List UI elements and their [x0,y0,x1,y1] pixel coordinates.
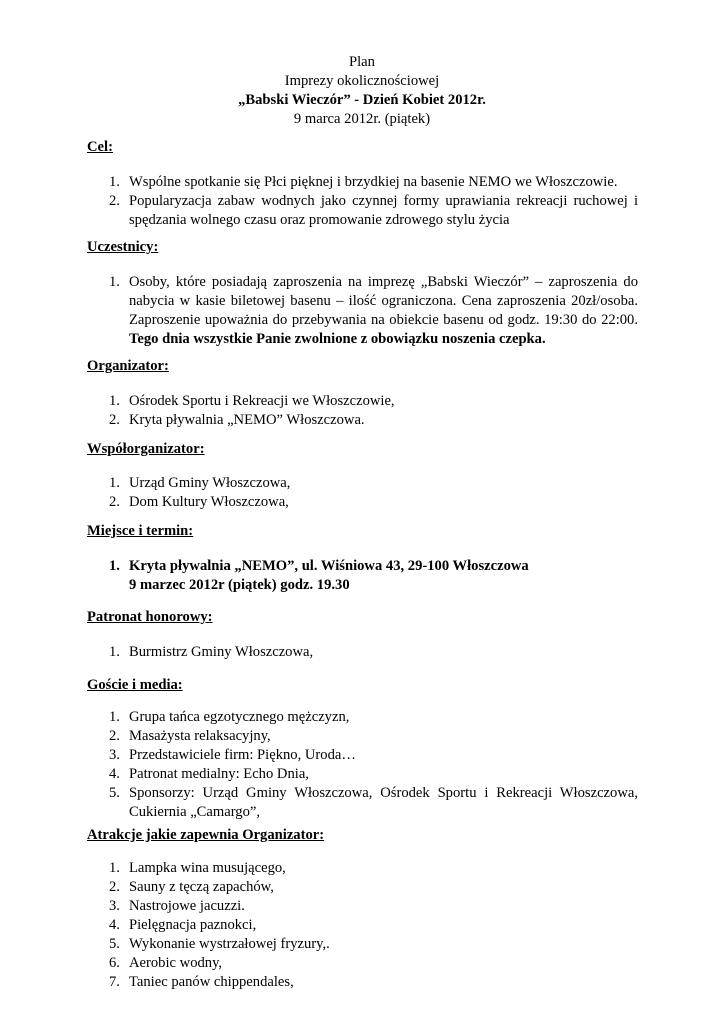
item-text: Lampka wina musującego, [129,860,286,876]
item-date: 9 marzec 2012r (piątek) godz. 19.30 [129,577,350,593]
item-text: Patronat medialny: Echo Dnia, [129,766,309,782]
item-number: 1. [109,709,120,725]
item-number: 2. [109,193,120,209]
item-text: Ośrodek Sportu i Rekreacji we Włoszczowie, [129,393,395,409]
header-event-date: 9 marca 2012r. (piątek) [293,111,431,127]
item-text: Taniec panów chippendales, [129,974,294,990]
heading-wspolorganizator: Współorganizator: [87,441,205,457]
heading-atrakcje: Atrakcje jakie zapewnia Organizator: [87,827,325,843]
item-text: Sponsorzy: Urząd Gminy Włoszczowa, Ośrodek Sportu i Rekreacji Włoszczowa, Cukiernia „Camargo”, [129,785,638,820]
list-item [87,973,638,992]
heading-miejsce: Miejsce i termin: [87,523,194,539]
item-text: Masażysta relaksacyjny, [129,728,271,744]
header-event-type: Imprezy okolicznościowej [284,73,440,89]
item-number: 1. [109,644,120,660]
list-item [87,897,638,916]
heading-organizator: Organizator: [87,358,169,374]
heading-goscie: Goście i media: [87,677,183,693]
list-cel [87,173,638,230]
item-text: Popularyzacja zabaw wodnych jako czynnej formy uprawiania rekreacji ruchowej i spędzania wolnego czasu oraz promowanie zdrowego stylu życia [129,193,638,228]
heading-uczestnicy: Uczestnicy: [87,239,159,255]
item-text: Burmistrz Gminy Włoszczowa, [129,644,314,660]
list-item [87,192,638,230]
list-item [87,784,638,822]
item-number: 3. [109,898,120,914]
list-item [87,392,638,411]
item-number: 5. [109,785,120,801]
item-location: Kryta pływalnia „NEMO”, ul. Wiśniowa 43, 29-100 Włoszczowa [129,558,529,574]
item-text: Sauny z tęczą zapachów, [129,879,274,895]
item-text: Urząd Gminy Włoszczowa, [129,475,291,491]
list-organizator [87,392,638,430]
item-number: 1. [109,174,120,190]
list-item [87,916,638,935]
item-number: 3. [109,747,120,763]
list-item [87,746,638,765]
item-number: 4. [109,766,120,782]
list-uczestnicy [87,273,638,349]
list-item [87,859,638,878]
item-number: 4. [109,917,120,933]
item-number: 5. [109,936,120,952]
item-number: 1. [109,274,120,290]
item-number: 2. [109,728,120,744]
list-item [87,557,638,595]
item-text: Aerobic wodny, [129,955,223,971]
item-text: Wykonanie wystrzałowej fryzury,. [129,936,330,952]
item-text: Pielęgnacja paznokci, [129,917,257,933]
heading-patronat: Patronat honorowy: [87,609,213,625]
item-text: Grupa tańca egzotycznego mężczyzn, [129,709,350,725]
list-item [87,727,638,746]
list-item [87,474,638,493]
item-number: 6. [109,955,120,971]
item-number: 2. [109,412,120,428]
item-text: Wspólne spotkanie się Płci pięknej i brzydkiej na basenie NEMO we Włoszczowie. [129,174,618,190]
item-number: 7. [109,974,120,990]
item-number: 1. [109,860,120,876]
list-item [87,878,638,897]
list-wspolorganizator [87,474,638,512]
item-emphasis: Tego dnia wszystkie Panie zwolnione z obowiązku noszenia czepka. [129,331,546,347]
list-atrakcje [87,859,638,992]
heading-cel: Cel: [87,139,113,155]
header-plan: Plan [349,54,375,70]
list-item [87,173,638,192]
list-item [87,935,638,954]
list-goscie [87,708,638,822]
item-number: 1. [109,558,120,574]
list-item [87,765,638,784]
item-text: Osoby, które posiadają zaproszenia na imprezę „Babski Wieczór” – zaproszenia do nabycia w kasie biletowej basenu – ilość ograniczona. Cena zaproszenia 20zł/osoba. Zaproszenie upoważnia do przebywania na obiekcie basenu od godz. 19:30 do 22:00. [129,274,638,328]
item-text: Dom Kultury Włoszczowa, [129,494,289,510]
item-text: Przedstawiciele firm: Piękno, Uroda… [129,747,356,763]
item-number: 1. [109,393,120,409]
list-item [87,954,638,973]
list-item [87,273,638,349]
item-number: 2. [109,879,120,895]
item-number: 1. [109,475,120,491]
list-item [87,411,638,430]
list-item [87,493,638,512]
document-header [0,53,724,129]
item-number: 2. [109,494,120,510]
list-item [87,708,638,727]
list-miejsce [87,557,638,595]
item-text: Kryta pływalnia „NEMO” Włoszczowa. [129,412,365,428]
item-text: Nastrojowe jacuzzi. [129,898,245,914]
list-patronat [87,643,638,662]
list-item [87,643,638,662]
header-event-title: „Babski Wieczór” - Dzień Kobiet 2012r. [238,92,486,108]
